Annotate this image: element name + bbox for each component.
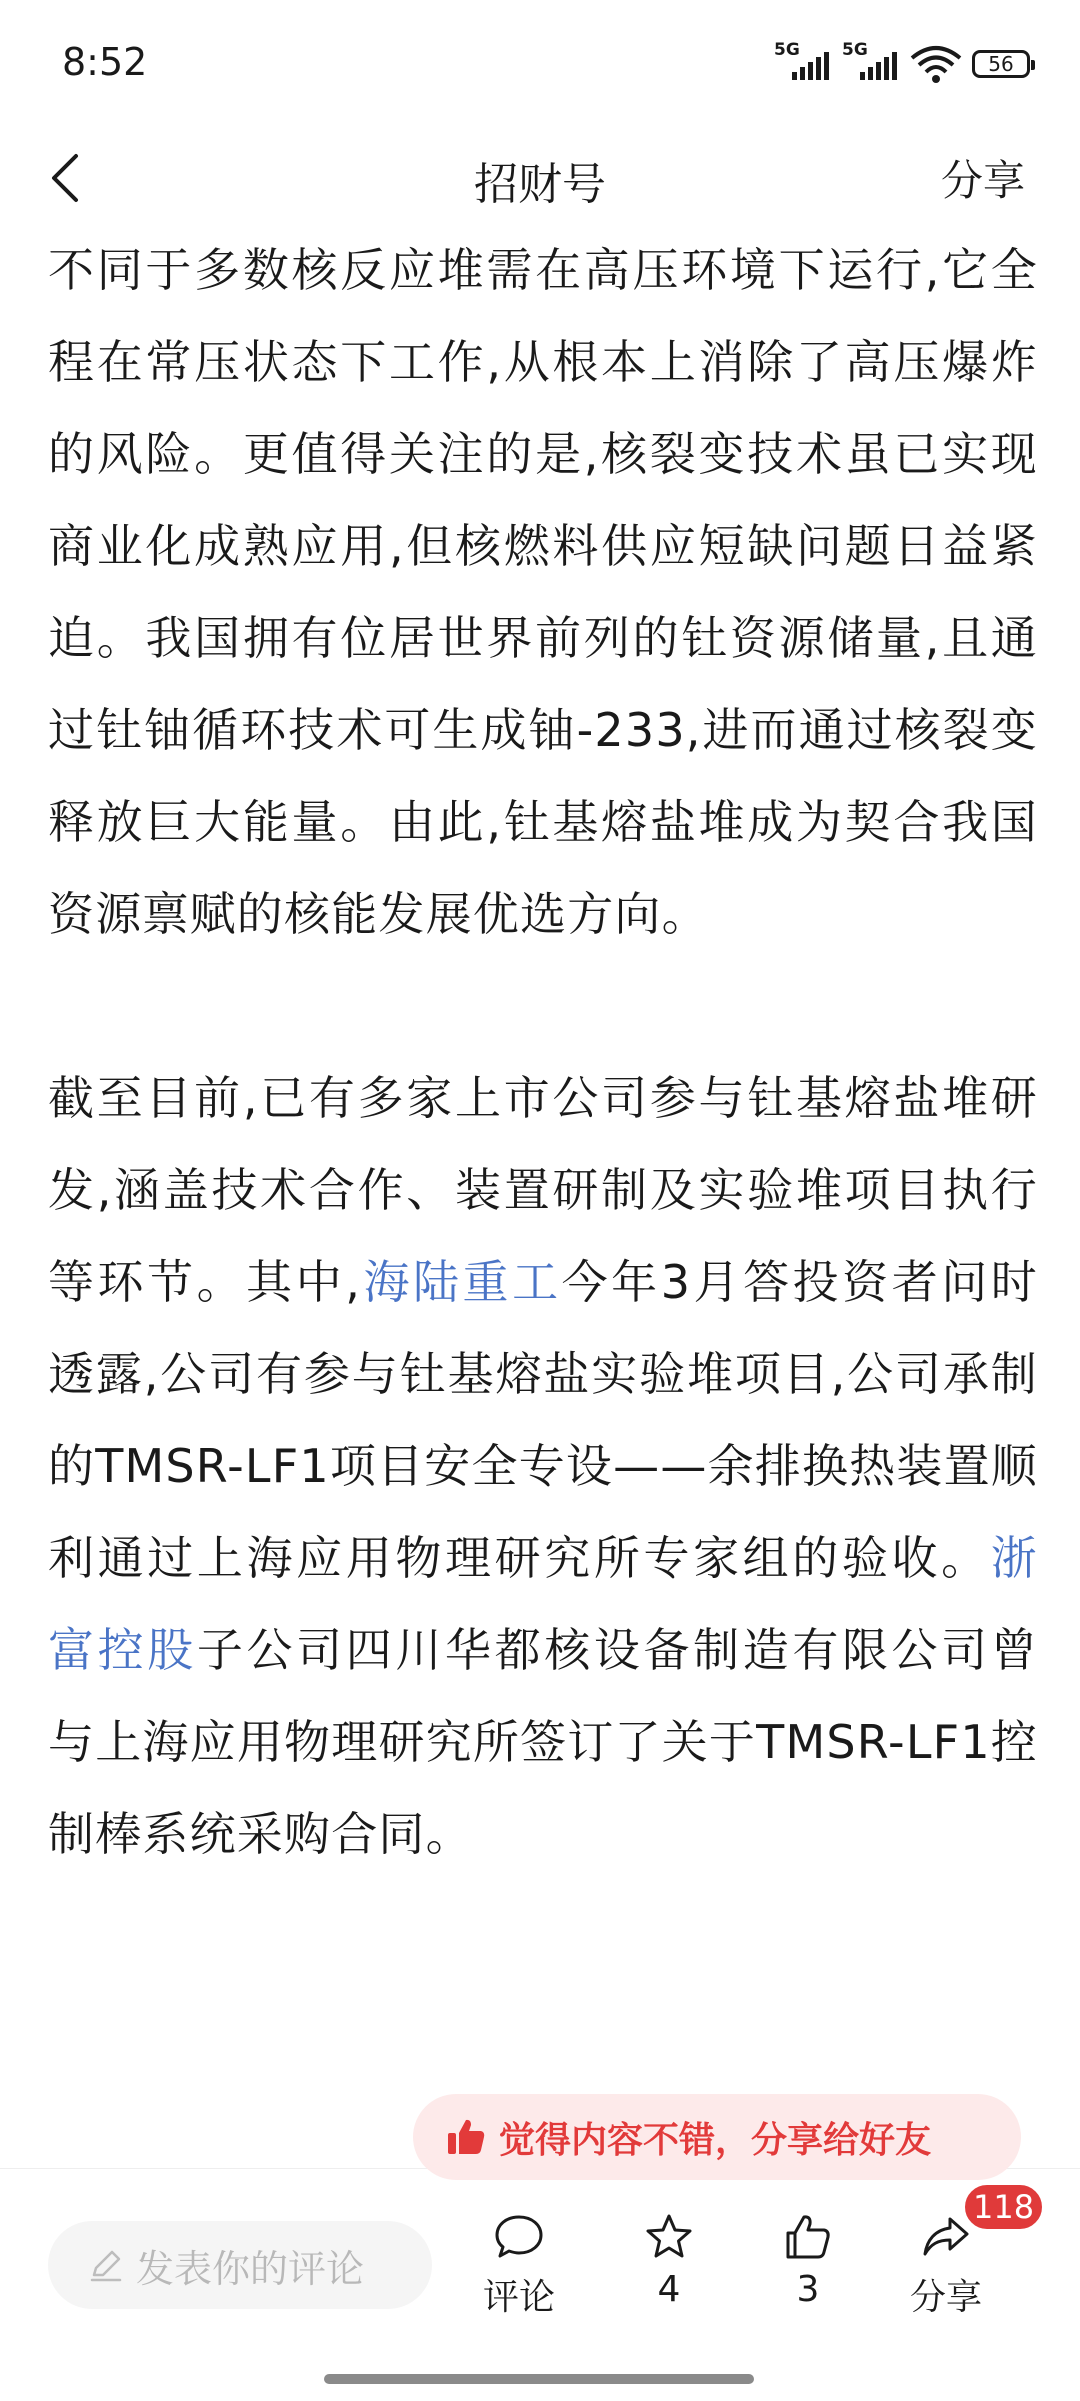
page-title: 招财号 <box>474 159 606 210</box>
like-count: 3 <box>796 2269 820 2310</box>
status-icons <box>774 40 1030 84</box>
share-label: 分享 <box>909 2277 982 2318</box>
paragraph-text: 今年3月答投资者问时透露,公司有参与钍基熔盐实验堆项目,公司承制的TMSR-LF1项目安全专设——余排换热装置顺利通过上海应用物理研究所专家组的验收。 <box>48 1255 1038 1585</box>
home-indicator[interactable] <box>324 2374 754 2384</box>
paragraph-text: 截至目前,已有多家上市公司参与钍基熔盐堆研发,涵盖技术合作、装置研制及实验堆项目执行等环节。其中, <box>48 1071 1038 1309</box>
network-type-label: 5G <box>774 40 800 60</box>
article-content <box>0 220 1080 2170</box>
share-hint-button[interactable] <box>413 2094 1021 2180</box>
battery-level: 56 <box>988 52 1014 76</box>
pen-icon <box>88 2247 124 2283</box>
favorite-count: 4 <box>657 2269 681 2310</box>
signal-icon <box>774 40 832 82</box>
share-button[interactable]: 分享 <box>940 156 1025 205</box>
thumbs-up-icon <box>445 2116 487 2158</box>
article-paragraph <box>48 1052 1038 1880</box>
wifi-icon <box>910 44 962 84</box>
nav-bar <box>0 130 1080 220</box>
share-hint-text: 觉得内容不错，分享给好友 <box>499 2119 932 2161</box>
comment-button[interactable] <box>469 2211 569 2320</box>
status-time: 8:52 <box>62 40 148 84</box>
like-button[interactable] <box>758 2211 858 2310</box>
favorite-button[interactable] <box>619 2211 719 2310</box>
comment-label: 评论 <box>482 2277 555 2318</box>
comment-input[interactable] <box>48 2221 432 2309</box>
article-body <box>48 220 1038 1880</box>
status-bar <box>0 0 1080 130</box>
bottom-action-bar <box>0 2168 1080 2401</box>
battery-icon <box>972 50 1030 78</box>
thumbs-up-icon <box>782 2211 834 2263</box>
comment-icon <box>493 2211 545 2263</box>
share-count-badge: 118 <box>962 2182 1045 2232</box>
signal-icon <box>842 40 900 82</box>
paragraph-text: 子公司四川华都核设备制造有限公司曾与上海应用物理研究所签订了关于TMSR-LF1控制棒系统采购合同。 <box>48 1623 1038 1861</box>
stock-link-hailu[interactable]: 海陆重工 <box>361 1255 562 1309</box>
stock-link-zhefu[interactable]: 浙富控股 <box>48 1531 1038 1677</box>
article-paragraph: 不同于多数核反应堆需在高压环境下运行,它全程在常压状态下工作,从根本上消除了高压爆炸的风险。更值得关注的是,核裂变技术虽已实现商业化成熟应用,但核燃料供应短缺问题日益紧迫。我国拥有位居世界前列的钍资源储量,且通过钍铀循环技术可生成铀-233,进而通过核裂变释放巨大能量。由此,钍基熔盐堆成为契合我国资源禀赋的核能发展优选方向。 <box>48 243 1038 941</box>
comment-placeholder: 发表你的评论 <box>136 2246 365 2291</box>
star-icon <box>643 2211 695 2263</box>
network-type-label: 5G <box>842 40 868 60</box>
